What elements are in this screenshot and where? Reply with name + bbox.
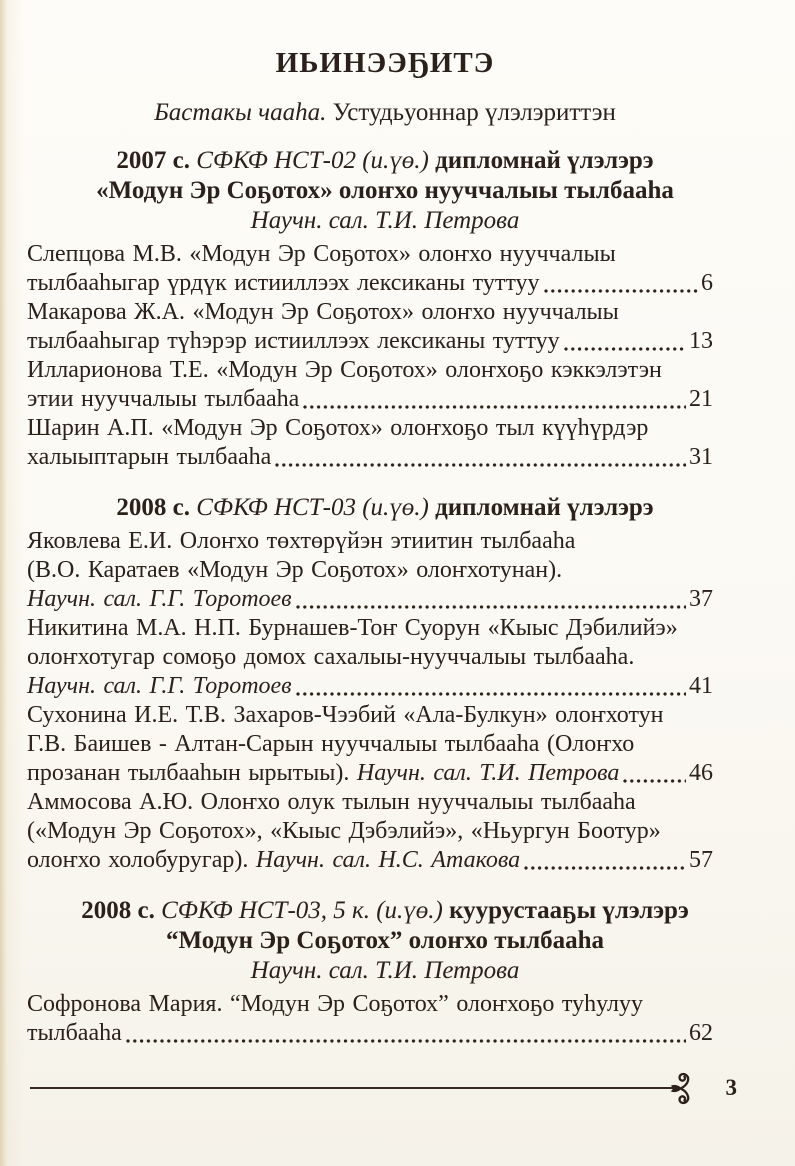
toc-entry-text: Софронова Мария. “Модун Эр Соҕотох” олоҥхоҕо туһулуу (27, 991, 643, 1017)
toc-entry-text: («Модун Эр Соҕотох», «Кыыс Дэбэлийэ», «Ньургун Боотур» (27, 818, 661, 844)
toc-entry-text: этии нууччалыы тылбааһа (27, 386, 300, 412)
toc-line (27, 327, 743, 356)
toc-line (27, 846, 743, 875)
subtitle-italic-part: Бастакы чааһа. (154, 99, 327, 126)
toc-page-number: 62 (689, 1020, 713, 1046)
page-number: 3 (725, 1075, 737, 1100)
section-heading (27, 146, 743, 236)
toc-sections (27, 146, 743, 1048)
heading-segment: 2008 с. (116, 494, 197, 521)
toc-line (27, 730, 743, 759)
heading-segment: дипломнай үлэлэрэ (435, 494, 654, 521)
toc-line (27, 643, 743, 672)
toc-line (27, 414, 743, 443)
toc-entry (27, 788, 743, 875)
toc-line (27, 614, 743, 643)
toc-entry (27, 990, 743, 1048)
dot-leader (544, 269, 698, 298)
toc-entry (27, 527, 743, 614)
heading-segment: СФКФ НСТ-03 (и.үө.) (196, 494, 436, 521)
dot-leader (126, 1019, 686, 1048)
toc-entry-text: Илларионова Т.Е. «Модун Эр Соҕотох» олоҥхоҕо кэккэлэтэн (27, 357, 662, 383)
toc-entry-text: Сухонина И.Е. Т.В. Захаров-Чээбий «Ала-Булкун» олоҥхотун (27, 702, 664, 728)
toc-entry (27, 240, 743, 298)
toc-line (27, 990, 743, 1019)
toc-section (27, 493, 743, 875)
toc-line (27, 1019, 743, 1048)
heading-segment: Научн. сал. Т.И. Петрова (250, 207, 520, 234)
toc-entry-text: Научн. сал. Т.И. Петрова (356, 760, 620, 786)
toc-entry-text: Яковлева Е.И. Олоҥхо төхтөрүйэн этиитин тылбааһа (27, 528, 576, 554)
toc-entry-text: халыыптарын тылбааһа (27, 444, 272, 470)
subtitle-regular-part: Устудьуоннар үлэлэриттэн (326, 99, 616, 126)
dot-leader (296, 585, 686, 614)
toc-section (27, 146, 743, 472)
dot-leader (564, 327, 686, 356)
section-heading-line (27, 493, 743, 523)
toc-entry (27, 298, 743, 356)
toc-line (27, 527, 743, 556)
toc-page-number: 21 (689, 386, 713, 412)
toc-entry-text: Научн. сал. Г.Г. Торотоев (27, 673, 292, 699)
dot-leader (623, 759, 686, 788)
footer-rule (30, 1087, 673, 1090)
toc-line (27, 298, 743, 327)
heading-segment: СФКФ НСТ-03, 5 к. (и.үө.) (161, 897, 450, 924)
heading-segment: СФКФ НСТ-02 (и.үө.) (196, 147, 436, 174)
toc-line (27, 672, 743, 701)
heading-segment: дипломнай үлэлэрэ (435, 147, 654, 174)
dot-leader (524, 846, 686, 875)
toc-line (27, 443, 743, 472)
section-heading-line (27, 176, 743, 206)
toc-line (27, 269, 743, 298)
section-heading-line (27, 896, 743, 926)
toc-entry-text: Никитина М.А. Н.П. Бурнашев-Тоҥ Суорун «Кыыс Дэбилийэ» (27, 615, 678, 641)
toc-line (27, 759, 743, 788)
toc-page-number: 46 (689, 760, 713, 786)
toc-entry-text: Шарин А.П. «Модун Эр Соҕотох» олоҥхоҕо тыл күүһүрдэр (27, 415, 649, 441)
toc-entry (27, 614, 743, 701)
section-heading-line (27, 956, 743, 986)
section-heading-line (27, 146, 743, 176)
heading-segment: 2007 с. (116, 147, 197, 174)
toc-entry-text: Г.В. Баишев - Алтан-Сарын нууччалыы тылбааһа (Олоҥхо (27, 731, 635, 757)
toc-page-number: 41 (689, 673, 713, 699)
dot-leader (303, 385, 686, 414)
toc-page-number: 31 (689, 444, 713, 470)
fleuron-ornament-icon (670, 1070, 693, 1107)
toc-line (27, 817, 743, 846)
toc-entry-text: Научн. сал. Н.С. Атакова (255, 847, 521, 873)
toc-section (27, 896, 743, 1048)
toc-entry-text: (В.О. Каратаев «Модун Эр Соҕотох» олоҥхотунан). (27, 557, 563, 583)
toc-entry-text: тылбааһа (27, 1020, 122, 1046)
toc-page-number: 6 (701, 270, 713, 296)
toc-entry-text: олоҥхо холобуругар). (27, 847, 256, 873)
toc-entry (27, 356, 743, 414)
dot-leader (296, 672, 686, 701)
toc-page-number: 37 (689, 586, 713, 612)
chapter-subtitle (27, 98, 743, 128)
section-heading (27, 896, 743, 986)
toc-entry-text: Аммосова А.Ю. Олоҥхо олук тылын нууччалыы тылбааһа (27, 789, 636, 815)
page-footer (30, 1069, 737, 1107)
toc-entry (27, 701, 743, 788)
toc-entry-text: Макарова Ж.А. «Модун Эр Соҕотох» олоҥхо нууччалыы (27, 299, 619, 325)
heading-segment: «Модун Эр Соҕотох» олоҥхо нууччалыы тылбааһа (96, 177, 674, 204)
toc-entry-text: тылбааһыгар үрдүк истииллээх лексиканы туттуу (27, 270, 540, 296)
toc-entry (27, 414, 743, 472)
heading-segment: 2008 с. (81, 897, 162, 924)
toc-entry-text: Слепцова М.В. «Модун Эр Соҕотох» олоҥхо нууччалыы (27, 241, 616, 267)
toc-line (27, 788, 743, 817)
toc-entry-text: олоҥхотугар сомоҕо домох сахалыы-нууччалыы тылбааһа. (27, 644, 635, 670)
heading-segment: куурустааҕы үлэлэрэ (449, 897, 689, 924)
toc-entry-text: тылбааһыгар түһэрэр истииллээх лексиканы туттуу (27, 328, 560, 354)
heading-segment: “Модун Эр Соҕотох” олоҥхо тылбааһа (165, 927, 605, 954)
toc-line (27, 385, 743, 414)
section-heading (27, 493, 743, 523)
toc-entry-text: Научн. сал. Г.Г. Торотоев (27, 586, 292, 612)
toc-entry-text: прозанан тылбааһын ырытыы). (27, 760, 357, 786)
toc-line (27, 356, 743, 385)
toc-line (27, 701, 743, 730)
toc-page-number: 13 (689, 328, 713, 354)
toc-line (27, 240, 743, 269)
dot-leader (275, 443, 686, 472)
toc-page-number: 57 (689, 847, 713, 873)
toc-line (27, 585, 743, 614)
section-heading-line (27, 926, 743, 956)
heading-segment: Научн. сал. Т.И. Петрова (250, 957, 520, 984)
toc-line (27, 556, 743, 585)
page-title: ИЬИНЭЭҔИТЭ (275, 47, 495, 79)
section-heading-line (27, 206, 743, 236)
